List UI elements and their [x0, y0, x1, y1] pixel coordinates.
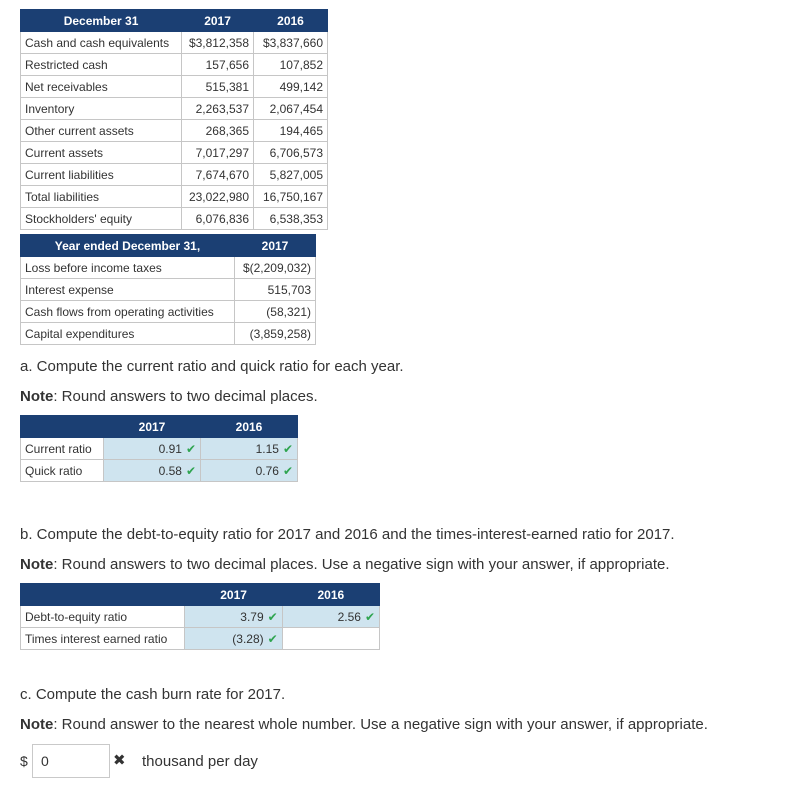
table-row: [21, 54, 328, 76]
value-2017: 268,365: [182, 120, 254, 142]
check-icon: ✔: [267, 631, 278, 646]
value-2017: 515,381: [182, 76, 254, 98]
quick-ratio-2017-answer[interactable]: [104, 460, 201, 482]
balance-header-2016: 2016: [254, 10, 328, 32]
value-2017: 2,263,537: [182, 98, 254, 120]
row-label: Restricted cash: [21, 54, 182, 76]
part-b-note: [20, 556, 670, 573]
check-icon: ✔: [185, 463, 196, 478]
table-row: [21, 628, 380, 650]
value-2017: 157,656: [182, 54, 254, 76]
part-a-header-2016: 2016: [201, 416, 298, 438]
table-row: [21, 279, 316, 301]
part-c-note: [20, 716, 708, 733]
row-label: Times interest earned ratio: [21, 628, 185, 650]
value-2017: $(2,209,032): [235, 257, 316, 279]
answer-value: 0.76: [255, 463, 279, 478]
table-row: [21, 142, 328, 164]
row-label: Debt-to-equity ratio: [21, 606, 185, 628]
part-b-header-blank: [21, 584, 185, 606]
part-b-header-2017: 2017: [185, 584, 282, 606]
part-b-table: [20, 583, 380, 650]
value-2016: 194,465: [254, 120, 328, 142]
table-row: [21, 98, 328, 120]
check-icon: ✔: [282, 441, 293, 456]
cash-burn-rate-input[interactable]: [32, 744, 110, 778]
balance-header-label: December 31: [21, 10, 182, 32]
table-row: [21, 32, 328, 54]
part-b-header-row: [21, 584, 380, 606]
value-2016: 2,067,454: [254, 98, 328, 120]
value-2017: 7,017,297: [182, 142, 254, 164]
row-label: Cash flows from operating activities: [21, 301, 235, 323]
part-b-note-label: Note: [20, 556, 54, 573]
table-row: [21, 186, 328, 208]
part-a-header-2017: 2017: [104, 416, 201, 438]
part-c-note-label: Note: [20, 716, 54, 733]
row-label: Total liabilities: [21, 186, 182, 208]
value-2017: 515,703: [235, 279, 316, 301]
part-b-question: b. Compute the debt-to-equity ratio for 2017 and 2016 and the times-interest-earned ratio for 2017.: [20, 526, 675, 543]
check-icon: ✔: [185, 441, 196, 456]
table-row: [21, 606, 380, 628]
times-interest-earned-2016-empty: [282, 628, 379, 650]
part-a-note: [20, 388, 318, 405]
part-a-question: a. Compute the current ratio and quick ratio for each year.: [20, 358, 404, 375]
row-label: Inventory: [21, 98, 182, 120]
answer-value: 3.79: [240, 609, 264, 624]
income-header-row: [21, 235, 316, 257]
part-a-header-blank: [21, 416, 104, 438]
table-row: [21, 120, 328, 142]
income-header-label: Year ended December 31,: [21, 235, 235, 257]
table-row: [21, 257, 316, 279]
part-a-note-text: : Round answers to two decimal places.: [53, 388, 318, 405]
row-label: Loss before income taxes: [21, 257, 235, 279]
row-label: Current assets: [21, 142, 182, 164]
answer-value: 2.56: [337, 609, 361, 624]
balance-header-row: [21, 10, 328, 32]
value-2017: $3,812,358: [182, 32, 254, 54]
part-c-question: c. Compute the cash burn rate for 2017.: [20, 686, 286, 703]
table-row: [21, 76, 328, 98]
value-2016: 5,827,005: [254, 164, 328, 186]
value-2016: 16,750,167: [254, 186, 328, 208]
current-ratio-2017-answer[interactable]: [104, 438, 201, 460]
value-2017: (3,859,258): [235, 323, 316, 345]
table-row: [21, 301, 316, 323]
value-2017: (58,321): [235, 301, 316, 323]
part-a-header-row: [21, 416, 298, 438]
answer-value: 0.91: [158, 441, 182, 456]
answer-value: 0.58: [158, 463, 182, 478]
row-label: Net receivables: [21, 76, 182, 98]
check-icon: ✔: [364, 609, 375, 624]
value-2016: 499,142: [254, 76, 328, 98]
value-2017: 6,076,836: [182, 208, 254, 230]
answer-value: (3.28): [232, 631, 264, 646]
income-header-2017: 2017: [235, 235, 316, 257]
table-row: [21, 323, 316, 345]
current-ratio-2016-answer[interactable]: [201, 438, 298, 460]
part-b-note-text: : Round answers to two decimal places. Use a negative sign with your answer, if appropriate.: [53, 556, 670, 573]
row-label: Current liabilities: [21, 164, 182, 186]
value-2017: 23,022,980: [182, 186, 254, 208]
check-icon: ✔: [267, 609, 278, 624]
table-row: [21, 208, 328, 230]
debt-to-equity-2017-answer[interactable]: [185, 606, 282, 628]
part-a-note-label: Note: [20, 388, 54, 405]
value-2016: 107,852: [254, 54, 328, 76]
times-interest-earned-2017-answer[interactable]: [185, 628, 282, 650]
value-2016: 6,538,353: [254, 208, 328, 230]
balance-table: [20, 9, 328, 230]
value-2017: 7,674,670: [182, 164, 254, 186]
value-2016: 6,706,573: [254, 142, 328, 164]
answer-value: 1.15: [255, 441, 279, 456]
row-label: Stockholders' equity: [21, 208, 182, 230]
table-row: [21, 460, 298, 482]
debt-to-equity-2016-answer[interactable]: [282, 606, 379, 628]
quick-ratio-2016-answer[interactable]: [201, 460, 298, 482]
check-icon: ✔: [282, 463, 293, 478]
incorrect-icon: ✖: [113, 752, 126, 769]
row-label: Other current assets: [21, 120, 182, 142]
table-row: [21, 164, 328, 186]
row-label: Capital expenditures: [21, 323, 235, 345]
income-table: [20, 234, 316, 345]
row-label: Current ratio: [21, 438, 104, 460]
currency-symbol: $: [20, 753, 28, 769]
part-b-header-2016: 2016: [282, 584, 379, 606]
value-2016: $3,837,660: [254, 32, 328, 54]
part-a-table: [20, 415, 298, 482]
balance-header-2017: 2017: [182, 10, 254, 32]
row-label: Interest expense: [21, 279, 235, 301]
unit-label: thousand per day: [142, 753, 258, 770]
row-label: Cash and cash equivalents: [21, 32, 182, 54]
part-c-note-text: : Round answer to the nearest whole number. Use a negative sign with your answer, if appropriate.: [53, 716, 708, 733]
row-label: Quick ratio: [21, 460, 104, 482]
table-row: [21, 438, 298, 460]
